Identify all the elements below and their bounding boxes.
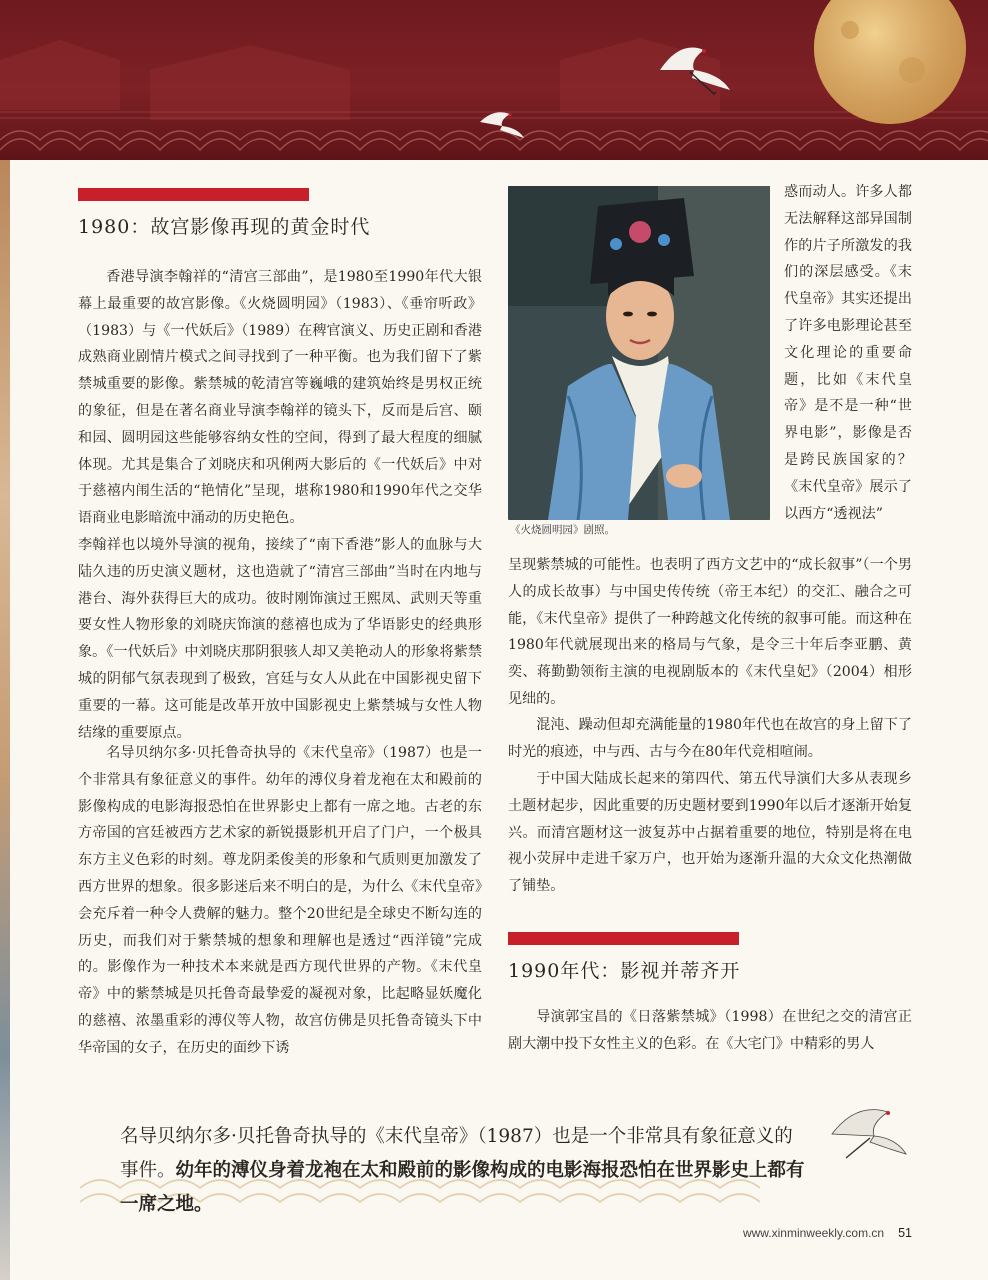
pull-quote <box>120 1120 810 1222</box>
right-column-paragraph-2: 混沌、躁动但却充满能量的1980年代也在故宫的身上留下了时光的痕迹，中与西、古与今在80年代竞相喧闹。 <box>508 717 912 760</box>
right-column-paragraph-3: 于中国大陆成长起来的第四代、第五代导演们大多从表现乡土题材起步，因此重要的历史题材要到1990年以后才逐渐开始复兴。而清宫题材这一波复苏中占据着重要的地位，特别是将在电视小荧屏中走进千家万户，也开始为逐渐升温的大众文化热潮做了铺垫。 <box>508 771 912 895</box>
section-2-paragraph: 导演郭宝昌的《日落紫禁城》（1998）在世纪之交的清宫正剧大潮中投下女性主义的色彩。在《大宅门》中精彩的男人 <box>508 1009 912 1052</box>
section-1-paragraph-3: 名导贝纳尔多·贝托鲁奇执导的《末代皇帝》（1987）也是一个非常具有象征意义的事件。幼年的溥仪身着龙袍在太和殿前的影像构成的电影海报恐怕在世界影史上都有一席之地。古老的东方帝国的宫廷被西方艺术家的新锐摄影机开启了门户，一个极具东方主义色彩的时刻。尊龙阴柔俊美的形象和气质则更加激发了西方世界的想象。很多影迷后来不明白的是，为什么《末代皇帝》会充斥着一种令人费解的魅力。整个20世纪是全球史不断勾连的历史，而我们对于紫禁城的想象和理解也是透过“西洋镜”完成的。影像作为一种技术本来就是西方现代世界的产物。《末代皇帝》中的紫禁城是贝托鲁奇最挚爱的凝视对象，比起略显妖魔化的慈禧、浓墨重彩的溥仪等人物，故宫仿佛是贝托鲁奇镜头下中华帝国的女子，在历史的面纱下诱 <box>78 745 482 1056</box>
crane-icon <box>826 1098 910 1162</box>
page-number: 51 <box>898 1226 912 1240</box>
section-1-heading: 1980：故宫影像再现的黄金时代 <box>78 216 371 238</box>
section-1-bar <box>78 188 309 201</box>
footer-url[interactable]: www.xinminweekly.com.cn <box>742 1226 885 1240</box>
page-footer <box>743 1226 912 1240</box>
section-1-paragraph-2: 李翰祥也以境外导演的视角，接续了“南下香港”影人的血脉与大陆久违的历史演义题材，这也造就了“清宫三部曲”当时在内地与港台、海外获得巨大的成功。彼时刚饰演过王熙凤、武则天等重要女性人物形象的刘晓庆饰演的慈禧也成为了华语影史的经典形象。《一代妖后》中刘晓庆那阴狠骇人却又美艳动人的形象将紫禁城的阴郁气氛表现到了极致，宫廷与女人从此在中国影视史留下重要的一幕。这可能是改革开放中国影视史上紫禁城与女性人物结缘的重要原点。 <box>78 537 482 741</box>
woman-in-qing-costume-image <box>508 186 770 520</box>
section-2-bar <box>508 932 739 945</box>
right-column-narrow-text: 惑而动人。许多人都无法解释这部异国制作的片子所激发的我们的深层感受。《末代皇帝》其实还提出了许多电影理论甚至文化理论的重要命题，比如《末代皇帝》是不是一种“世界电影”，影像是否是跨民族国家的？《末代皇帝》展示了以西方“透视法” <box>784 184 912 522</box>
section-1-paragraph-1: 香港导演李翰祥的“清宫三部曲”，是1980至1990年代大银幕上最重要的故宫影像。《火烧圆明园》（1983）、《垂帘听政》（1983）与《一代妖后》（1989）在稗官演义、历史正剧和香港成熟商业剧情片模式之间寻找到了一种平衡。也为我们留下了紫禁城重要的影像。紫禁城的乾清宫等巍峨的建筑始终是男权正统的象征，但是在著名商业导演李翰祥的镜头下，反而是后宫、颐和园、圆明园这些能够容纳女性的空间，得到了最大程度的细腻体现。尤其是集合了刘晓庆和巩俐两大影后的《一代妖后》中对于慈禧内闱生活的“艳情化”呈现，堪称1980和1990年代之交华语商业电影暗流中涌动的历史艳色。 <box>78 269 482 527</box>
film-still-photo <box>508 186 770 520</box>
pull-quote-bold: 幼年的溥仪身着龙袍在太和殿前的影像构成的电影海报恐怕在世界影史上都有一席之地。 <box>120 1160 805 1215</box>
section-2-heading: 1990年代：影视并蒂齐开 <box>508 960 741 982</box>
pull-quote-light: 名导贝纳尔多·贝托鲁奇执导的《末代皇帝》（1987）也是一个非常具有象征意义的事件。 <box>120 1126 793 1181</box>
right-column-paragraph-1: 呈现紫禁城的可能性。也表明了西方文艺中的“成长叙事”（一个男人的成长故事）与中国史传传统（帝王本纪）的交汇、融合之可能，《末代皇帝》提供了一种跨越文化传统的叙事可能。而这种在1980年代就展现出来的格局与气象，是令三十年后李亚鹏、黄奕、蒋勤勤领衔主演的电视剧版本的《末代皇妃》（2004）相形见绌的。 <box>508 557 912 707</box>
photo-caption: 《火烧圆明园》剧照。 <box>510 524 615 536</box>
